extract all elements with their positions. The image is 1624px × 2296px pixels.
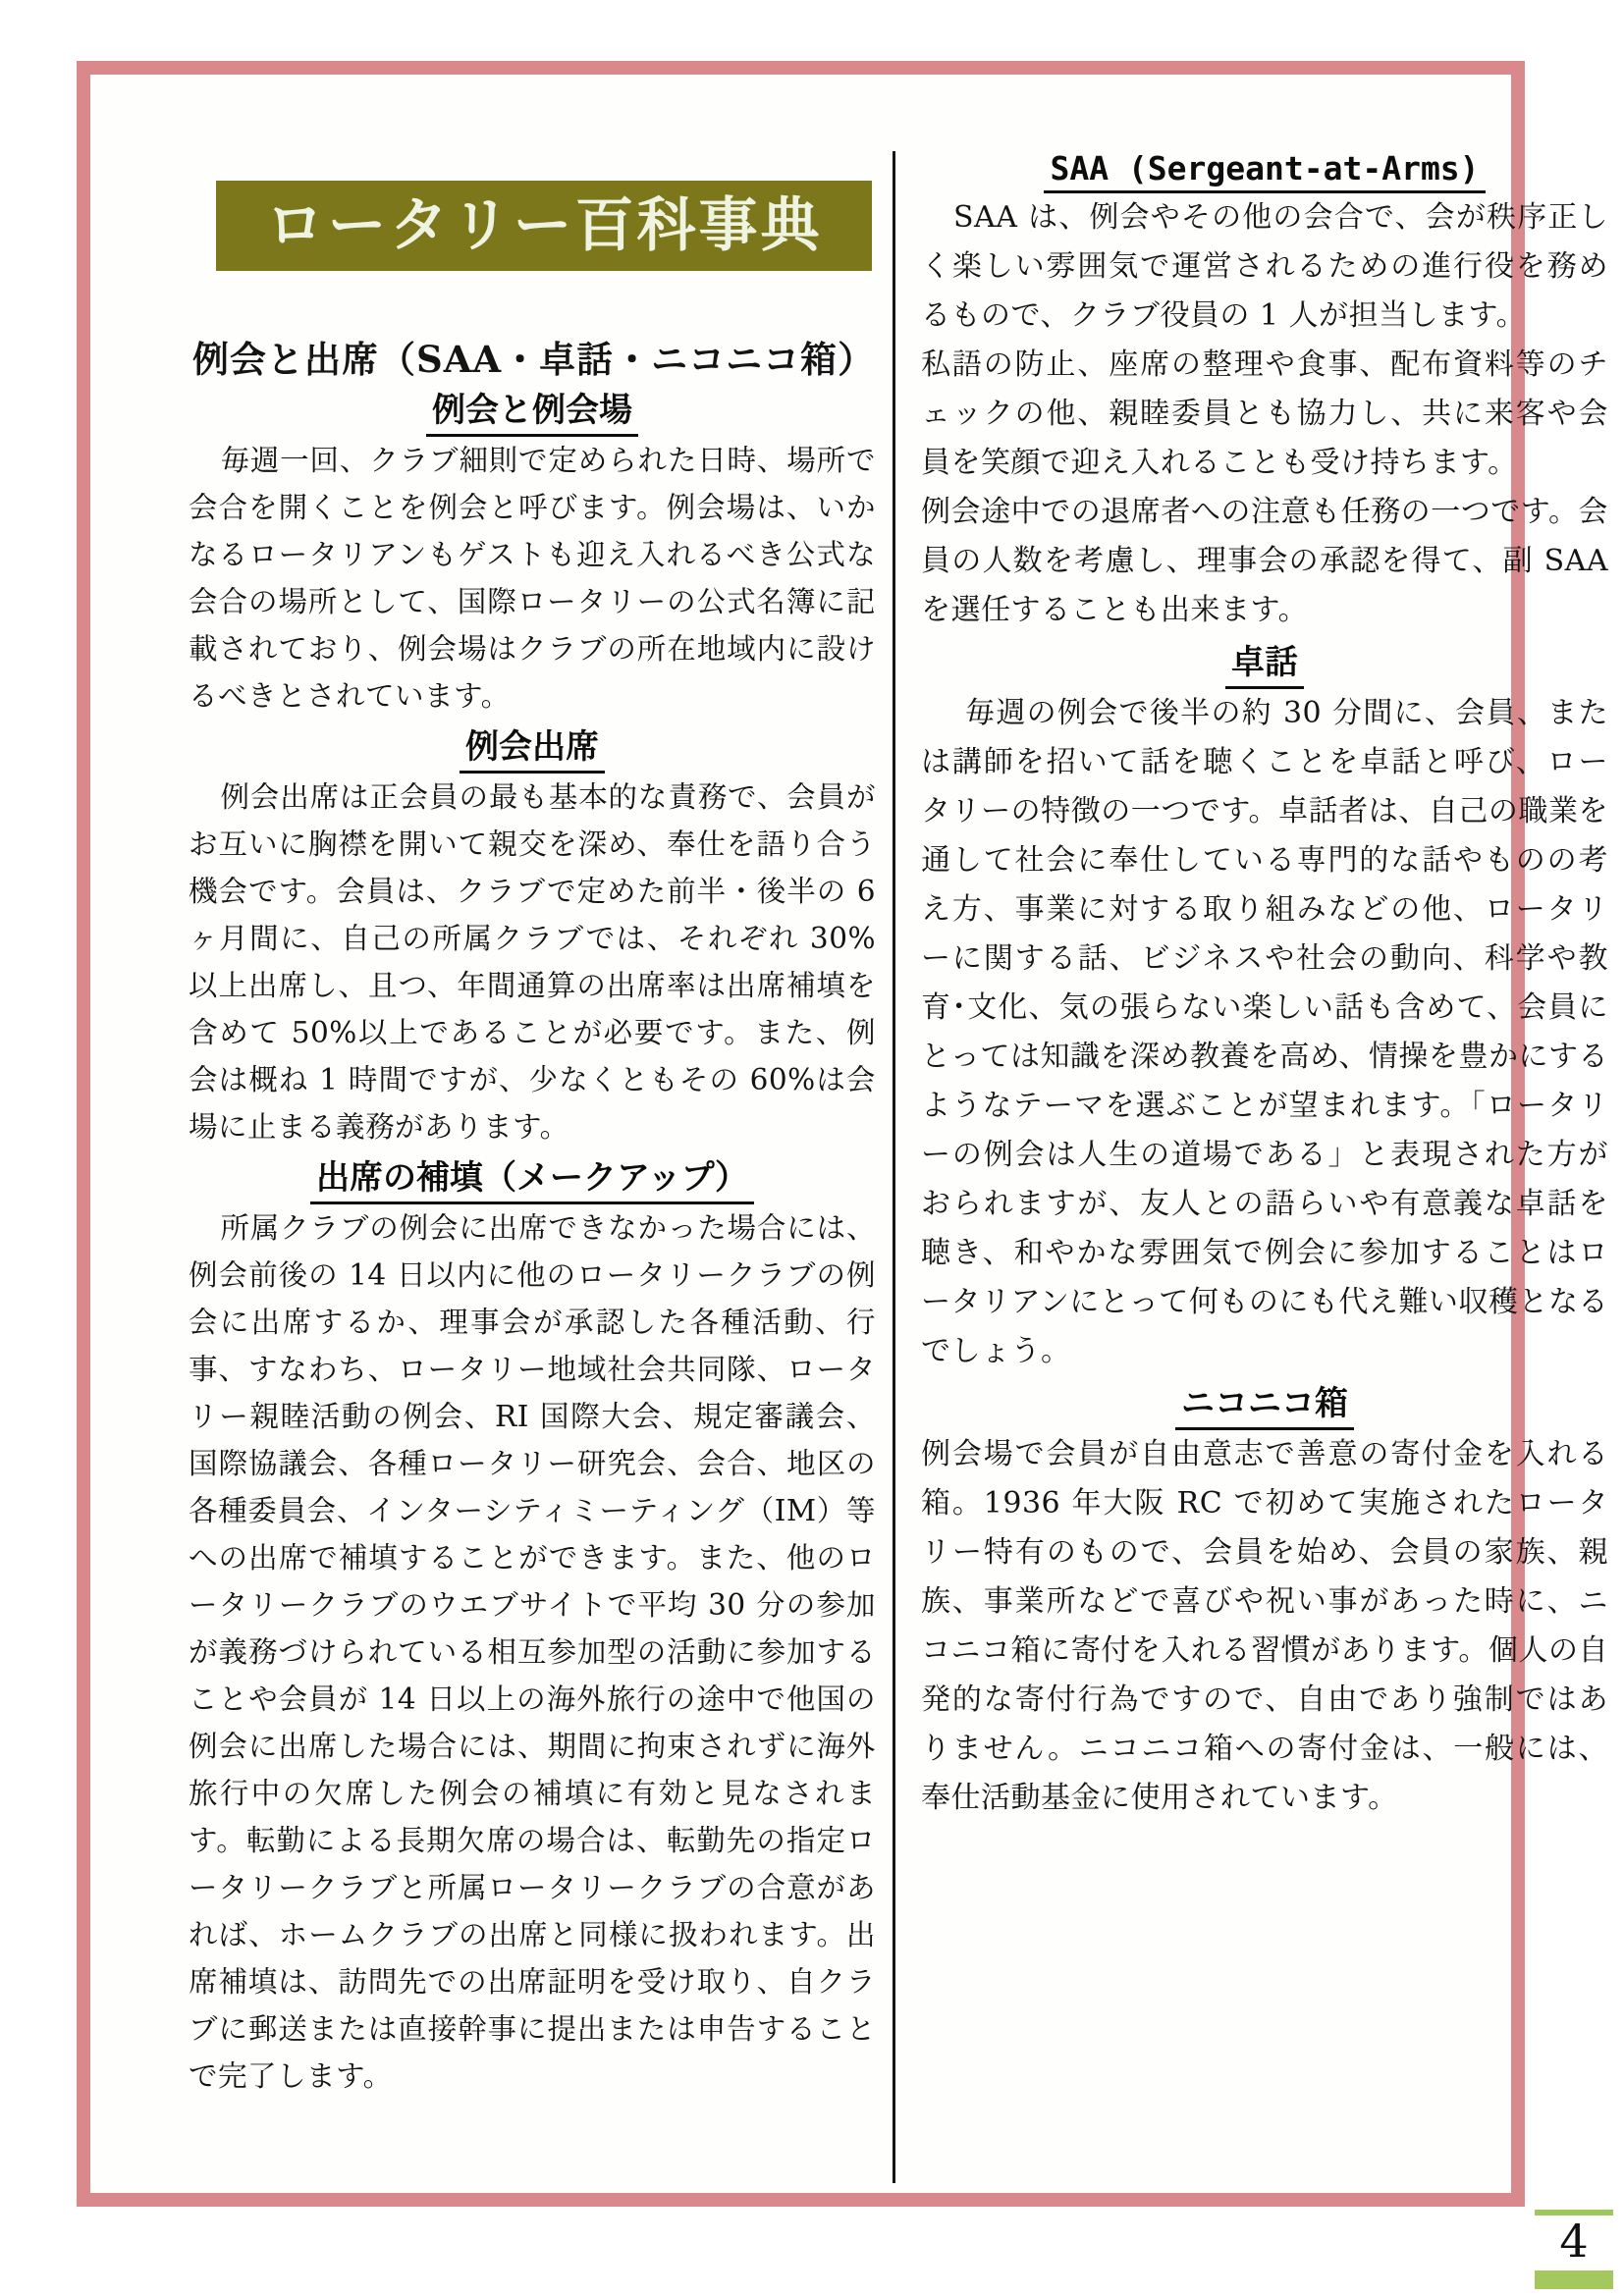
- paragraph-saa-2: 私語の防止、座席の整理や食事、配布資料等のチェックの他、親睦委員とも協力し、共に来客や会員を笑顔で迎え入れることも受け持ちます。: [921, 347, 1608, 480]
- page-number-block: [1535, 2210, 1613, 2289]
- page-number-bottom-bar: [1535, 2270, 1613, 2289]
- section-heading-reikai-to-reikaijo: 例会と例会場: [189, 383, 876, 437]
- section-heading-saa: SAA (Sergeant-at-Arms): [921, 149, 1608, 193]
- paragraph-makeup: 所属クラブの例会に出席できなかった場合には、例会前後の 14 日以内に他のロータリークラブの例会に出席するか、理事会が承認した各種活動、行事、すなわち、ロータリー地域社会共同隊、ロータリー親睦活動の例会、RI 国際大会、規定審議会、国際協議会、各種ロータリー研究会、会合、地区の各種委員会、インターシティミーティング（IM）等への出席で補填することができます。また、他のロータリークラブのウエブサイトで平均 30 分の参加が義務づけられている相互参加型の活動に参加することや会員が 14 日以上の海外旅行の途中で他国の例会に出席した場合には、期間に拘束されずに海外旅行中の欠席した例会の補填に有効と見なされます。転勤による長期欠席の場合は、転勤先の指定ロータリークラブと所属ロータリークラブの合意があれば、ホームクラブの出席と同様に扱われます。出席補填は、訪問先での出席証明を受け取り、自クラブに郵送または直接幹事に提出または申告することで完了します。: [189, 1211, 876, 2093]
- section-heading-nikoniko-bako: ニコニコ箱: [921, 1376, 1608, 1430]
- title-banner: ロータリー百科事典: [216, 181, 872, 271]
- section-heading-reikai-shusseki: 例会出席: [189, 720, 876, 774]
- section-heading-takuwa: 卓話: [921, 635, 1608, 689]
- paragraph-reikai-to-reikaijo: 毎週一回、クラブ細則で定められた日時、場所で会合を開くことを例会と呼びます。例会場は、いかなるロータリアンもゲストも迎え入れるべき公式な会合の場所として、国際ロータリーの公式名簿に記載されており、例会場はクラブの所在地域内に設けるべきとされています。: [189, 444, 876, 713]
- left-column: [189, 149, 876, 2100]
- page-number: 4: [1559, 2215, 1589, 2268]
- paragraph-nikoniko-bako: 例会場で会員が自由意志で善意の寄付金を入れる箱。1936 年大阪 RC で初めて実施されたロータリー特有のもので、会員を始め、会員の家族、親族、事業所などで喜びや祝い事があった時に、ニコニコ箱に寄付を入れる習慣があります。個人の自発的な寄付行為ですので、自由であり強制ではありません。ニコニコ箱への寄付金は、一般には、奉仕活動基金に使用されています。: [921, 1437, 1608, 1815]
- paragraph-saa-1: SAA は、例会やその他の会合で、会が秩序正しく楽しい雰囲気で運営されるための進行役を務めるもので、クラブ役員の 1 人が担当します。: [921, 200, 1608, 333]
- paragraph-reikai-shusseki: 例会出席は正会員の最も基本的な責務で、会員がお互いに胸襟を開いて親交を深め、奉仕を語り合う機会です。会員は、クラブで定めた前半・後半の 6 ヶ月間に、自己の所属クラブでは、それぞれ 30%以上出席し、且つ、年間通算の出席率は出席補填を含めて 50%以上であることが必要です。また、例会は概ね 1 時間ですが、少なくともその 60%は会場に止まる義務があります。: [189, 780, 876, 1144]
- page-subtitle: 例会と出席（SAA・卓話・ニコニコ箱）: [192, 338, 876, 381]
- paragraph-saa-3: 例会途中での退席者への注意も任務の一つです。会員の人数を考慮し、理事会の承認を得て、副 SAA を選任することも出来ます。: [921, 495, 1608, 627]
- column-divider-line: [893, 151, 895, 2183]
- page-border-frame: [77, 61, 1608, 2207]
- section-heading-makeup: 出席の補填（メークアップ）: [189, 1150, 876, 1204]
- right-column: [921, 149, 1608, 1823]
- paragraph-takuwa: 毎週の例会で後半の約 30 分間に、会員、または講師を招いて話を聴くことを卓話と呼び、ロータリーの特徴の一つです。卓話者は、自己の職業を通して社会に奉仕している専門的な話やものの考え方、事業に対する取り組みなどの他、ロータリーに関する話、ビジネスや社会の動向、科学や教育･文化、気の張らない楽しい話も含めて、会員にとっては知識を深め教養を高め、情操を豊かにするようなテーマを選ぶことが望まれます。「ロータリーの例会は人生の道場である」と表現された方がおられますが、友人との語らいや有意義な卓話を聴き、和やかな雰囲気で例会に参加することはロータリアンにとって何ものにも代え難い収穫となるでしょう。: [921, 696, 1608, 1368]
